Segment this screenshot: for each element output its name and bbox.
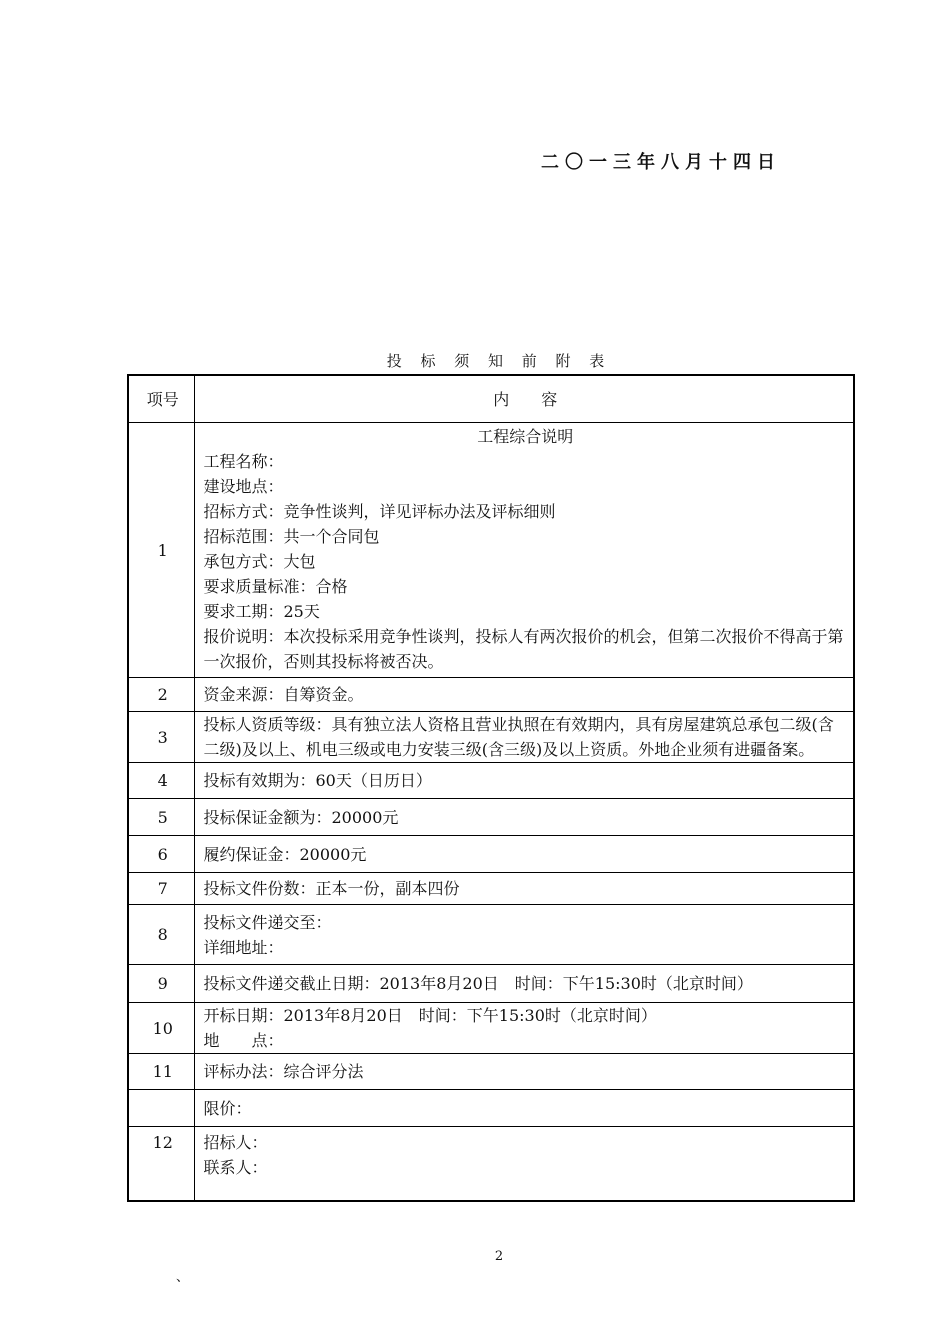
item-no: 10 (128, 1003, 194, 1054)
evaluation-method: 评标办法：综合评分法 (194, 1054, 854, 1090)
table-row (128, 1127, 854, 1201)
item-no: 9 (128, 965, 194, 1003)
header-content: 内 容 (194, 375, 854, 423)
quotation-note: 报价说明：本次投标采用竞争性谈判，投标人有两次报价的机会，但第二次报价不得高于第一次报价，否则其投标将被否决。 (203, 627, 844, 671)
bid-instructions-table (127, 374, 855, 1202)
item-no: 8 (128, 905, 194, 965)
contract-method: 承包方式：大包 (203, 552, 316, 571)
item-no-empty (128, 1090, 194, 1127)
submission-deadline (194, 965, 854, 1003)
project-name: 工程名称： (203, 452, 284, 471)
item-no: 5 (128, 799, 194, 836)
bid-copies: 投标文件份数：正本一份，副本四份 (194, 873, 854, 905)
table-title: 投 标 须 知 前 附 表 (386, 352, 612, 370)
construction-period: 要求工期：25天 (203, 602, 320, 621)
bidding-method: 招标方式：竞争性谈判，详见评标办法及评标细则 (203, 502, 556, 521)
table-row (128, 1054, 854, 1090)
table-row (128, 423, 854, 678)
submission-location (194, 905, 854, 965)
table-row (128, 1003, 854, 1054)
submit-to: 投标文件递交至： (203, 912, 332, 932)
table-row (128, 905, 854, 965)
tenderer: 招标人： (203, 1133, 268, 1152)
item-no: 2 (128, 678, 194, 712)
table-row (128, 836, 854, 873)
table-row (128, 678, 854, 712)
detailed-address: 详细地址： (203, 937, 284, 957)
project-overview-cell (194, 423, 854, 678)
footer-mark: 、 (176, 1270, 190, 1285)
item-no: 6 (128, 836, 194, 873)
item-no: 7 (128, 873, 194, 905)
performance-bond: 履约保证金：20000元 (194, 836, 854, 873)
project-overview-heading: 工程综合说明 (477, 427, 574, 446)
opening-location: 地 点： (203, 1031, 284, 1050)
document-date: 二〇一三年八月十四日 (541, 152, 781, 173)
item-no: 3 (128, 712, 194, 763)
submission-deadline-text: 投标文件递交截止日期：2013年8月20日 时间：下午15:30时（北京时间） (203, 974, 753, 993)
quality-standard: 要求质量标准：合格 (203, 577, 348, 596)
table-row (128, 712, 854, 763)
item-no: 12 (128, 1127, 194, 1201)
header-item-no: 项号 (128, 375, 194, 423)
bidder-qualification-text: 投标人资质等级：具有独立法人资格且营业执照在有效期内，具有房屋建筑总承包二级(含二级)及以上、机电三级或电力安装三级(含三级)及以上资质。外地企业须有进疆备案。 (203, 715, 834, 759)
item-no: 1 (128, 423, 194, 678)
page-number: 2 (494, 1249, 504, 1264)
table-row (128, 873, 854, 905)
construction-site: 建设地点： (203, 477, 284, 496)
opening-date: 开标日期：2013年8月20日 时间：下午15:30时（北京时间） (203, 1006, 657, 1025)
bidder-qualification (194, 712, 854, 763)
tenderer-info (194, 1127, 854, 1201)
table-row (128, 1090, 854, 1127)
item-no: 11 (128, 1054, 194, 1090)
table-row (128, 965, 854, 1003)
bid-opening (194, 1003, 854, 1054)
bid-validity: 投标有效期为：60天（日历日） (194, 763, 854, 799)
bid-bond: 投标保证金额为：20000元 (194, 799, 854, 836)
bidding-scope: 招标范围：共一个合同包 (203, 527, 380, 546)
table-row (128, 799, 854, 836)
item-no: 4 (128, 763, 194, 799)
header-row (128, 375, 854, 423)
contact-person: 联系人： (203, 1158, 268, 1177)
price-limit: 限价： (194, 1090, 854, 1127)
table-row (128, 763, 854, 799)
fund-source: 资金来源：自筹资金。 (194, 678, 854, 712)
